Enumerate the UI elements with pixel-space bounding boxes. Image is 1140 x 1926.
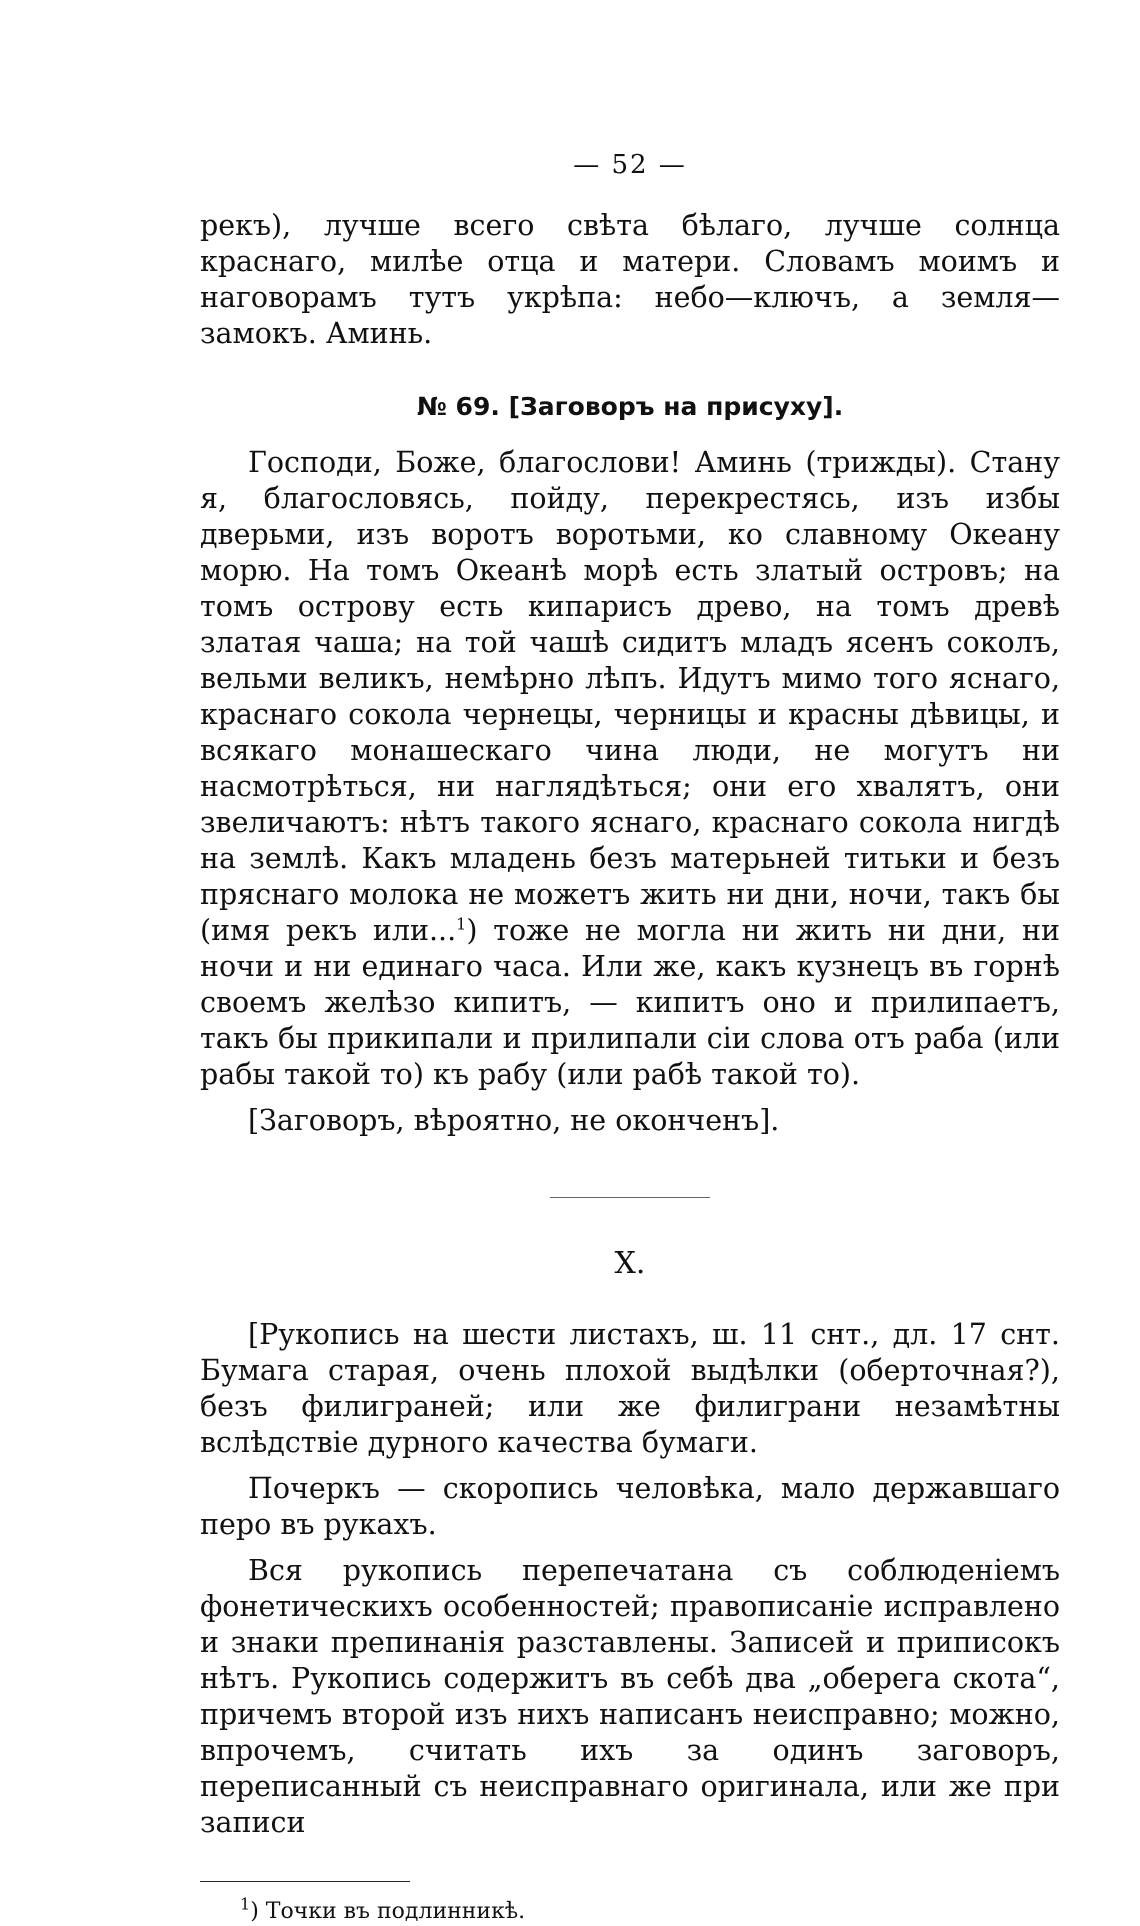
page-number: — 52 — bbox=[573, 150, 687, 180]
page bbox=[200, 150, 1060, 1926]
section-69-number: № 69. bbox=[416, 392, 500, 421]
section-x-paragraph-1: [Рукопись на шести листахъ, ш. 11 снт., дл. 17 снт. Бумага старая, очень плохой выдѣлки (оберточная?), безъ филиграней; или же филиграни незамѣтны вслѣдствіе дурного качества бумаги. bbox=[200, 1318, 1060, 1459]
section-x-heading: X. bbox=[614, 1246, 646, 1281]
footnote-text: ) Точки въ подлинникѣ. bbox=[250, 1899, 526, 1924]
footnote-divider bbox=[200, 1881, 410, 1882]
continuation-paragraph: рекъ), лучше всего свѣта бѣлаго, лучше солнца краснаго, милѣе отца и матери. Словамъ моимъ и наговорамъ тутъ укрѣпа: небо—ключъ, а земля—замокъ. Аминь. bbox=[200, 209, 1060, 350]
section-x-paragraph-3: Вся рукопись перепечатана съ соблюденіемъ фонетическихъ особенностей; правописаніе исправлено и знаки препинанія разставлены. Записей и приписокъ нѣтъ. Рукопись содержитъ въ себѣ два „оберега скота“, причемъ второй изъ нихъ написанъ неисправно; можно, впрочемъ, считать ихъ за одинъ заговоръ, переписанный съ неисправнаго оригинала, или же при записи bbox=[200, 1554, 1060, 1839]
footnote-reference[interactable]: 1 bbox=[456, 914, 467, 934]
section-69-body-part1: Господи, Боже, благослови! Аминь (трижды). Стану я, благословясь, пойду, перекрестясь, изъ избы дверьми, изъ воротъ воротьми, ко славному Океану морю. На томъ Океанѣ морѣ есть златый островъ; на томъ острову есть кипарисъ древо, на томъ древѣ златая чаша; на той чашѣ сидитъ младъ ясенъ соколъ, вельми великъ, немѣрно лѣпъ. Идутъ мимо того яснаго, краснаго сокола чернецы, черницы и красны дѣвицы, и всякаго монашескаго чина люди, не могутъ ни насмотрѣться, ни наглядѣться; они его хвалятъ, они звеличаютъ: нѣтъ такого яснаго, краснаго сокола нигдѣ на землѣ. Какъ младень безъ матерьней титьки и безъ пряснаго молока не можетъ жить ни дни, ночи, такъ бы (имя рекъ или... bbox=[200, 446, 1060, 947]
section-69-note: [Заговоръ, вѣроятно, не оконченъ]. bbox=[248, 1104, 780, 1137]
footnote bbox=[200, 1894, 1060, 1926]
section-x-paragraph-2: Почеркъ — скоропись человѣка, мало державшаго перо въ рукахъ. bbox=[200, 1472, 1060, 1541]
section-divider bbox=[550, 1197, 710, 1198]
footnote-marker: 1 bbox=[240, 1894, 251, 1914]
section-69-body-part2: ) тоже не могла ни жить ни дни, ни ночи и ни единаго часа. Или же, какъ кузнецъ въ горнѣ своемъ желѣзо кипитъ, — кипитъ оно и прилипаетъ, такъ бы прикипали и прилипали сіи слова отъ раба (или рабы такой то) къ рабу (или рабѣ такой то). bbox=[200, 914, 1060, 1091]
section-69-body bbox=[200, 445, 1060, 1093]
section-69-heading bbox=[200, 392, 1060, 421]
section-69-title: [Заговоръ на присуху]. bbox=[508, 392, 844, 421]
